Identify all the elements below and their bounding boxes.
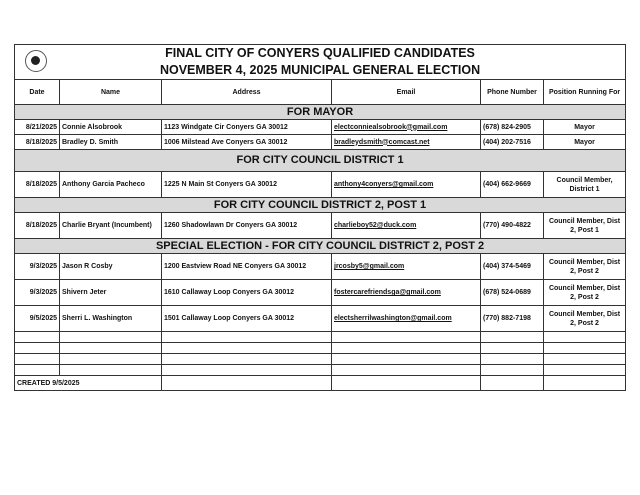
date-cell: 8/18/2025 <box>15 213 60 239</box>
date-cell: 9/3/2025 <box>15 254 60 280</box>
date-cell: 8/18/2025 <box>15 172 60 198</box>
email-link[interactable]: charlieboy52@duck.com <box>334 222 417 229</box>
address-cell: 1260 Shadowlawn Dr Conyers GA 30012 <box>162 213 332 239</box>
phone-cell: (404) 662-9669 <box>481 172 544 198</box>
date-cell: 8/18/2025 <box>15 135 60 150</box>
email-cell <box>332 280 481 306</box>
table-row <box>15 306 626 332</box>
phone-cell: (404) 374-5469 <box>481 254 544 280</box>
name-cell: Connie Alsobrook <box>60 120 162 135</box>
section-title: FOR MAYOR <box>15 105 626 120</box>
name-cell: Bradley D. Smith <box>60 135 162 150</box>
empty-row <box>15 365 626 376</box>
city-seal-icon <box>25 50 47 72</box>
title-line-1: FINAL CITY OF CONYERS QUALIFIED CANDIDATES <box>165 46 475 60</box>
name-cell: Anthony Garcia Pacheco <box>60 172 162 198</box>
address-cell: 1225 N Main St Conyers GA 30012 <box>162 172 332 198</box>
section-title: FOR CITY COUNCIL DISTRICT 1 <box>15 150 626 172</box>
created-date: CREATED 9/5/2025 <box>15 376 162 391</box>
email-cell <box>332 172 481 198</box>
title-line-2: NOVEMBER 4, 2025 MUNICIPAL GENERAL ELECTION <box>159 63 481 77</box>
position-cell: Council Member, District 1 <box>544 172 626 198</box>
address-cell: 1006 Milstead Ave Conyers GA 30012 <box>162 135 332 150</box>
email-link[interactable]: electconniealsobrook@gmail.com <box>334 123 448 131</box>
email-link[interactable]: anthony4conyers@gmail.com <box>334 181 434 188</box>
phone-cell: (678) 824-2905 <box>481 120 544 135</box>
email-cell <box>332 135 481 150</box>
empty-row <box>15 343 626 354</box>
section-header <box>15 239 626 254</box>
phone-cell: (770) 490-4822 <box>481 213 544 239</box>
header-address: Address <box>162 80 332 105</box>
candidates-table <box>14 44 626 391</box>
table-row <box>15 213 626 239</box>
header-email: Email <box>332 80 481 105</box>
phone-cell: (770) 882-7198 <box>481 306 544 332</box>
email-link[interactable]: electsherrilwashington@gmail.com <box>334 315 452 322</box>
table-row <box>15 172 626 198</box>
table-row <box>15 254 626 280</box>
table-row <box>15 135 626 150</box>
section-header <box>15 105 626 120</box>
document-title <box>15 45 626 80</box>
header-name: Name <box>60 80 162 105</box>
position-cell: Mayor <box>544 120 626 135</box>
email-link[interactable]: jrcosby5@gmail.com <box>334 263 405 270</box>
header-position: Position Running For <box>544 80 626 105</box>
position-cell: Mayor <box>544 135 626 150</box>
email-cell <box>332 306 481 332</box>
table-row <box>15 280 626 306</box>
name-cell: Sherri L. Washington <box>60 306 162 332</box>
address-cell: 1123 Windgate Cir Conyers GA 30012 <box>162 120 332 135</box>
table-row <box>15 120 626 135</box>
date-cell: 9/5/2025 <box>15 306 60 332</box>
email-link[interactable]: fostercarefriendsga@gmail.com <box>334 289 441 296</box>
section-header <box>15 198 626 213</box>
section-title: SPECIAL ELECTION - FOR CITY COUNCIL DISTRICT 2, POST 2 <box>15 239 626 254</box>
position-cell: Council Member, Dist 2, Post 2 <box>544 280 626 306</box>
address-cell: 1200 Eastview Road NE Conyers GA 30012 <box>162 254 332 280</box>
name-cell: Jason R Cosby <box>60 254 162 280</box>
section-title: FOR CITY COUNCIL DISTRICT 2, POST 1 <box>15 198 626 213</box>
date-cell: 9/3/2025 <box>15 280 60 306</box>
phone-cell: (678) 524-0689 <box>481 280 544 306</box>
date-cell: 8/21/2025 <box>15 120 60 135</box>
address-cell: 1610 Callaway Loop Conyers GA 30012 <box>162 280 332 306</box>
header-row <box>15 80 626 105</box>
empty-row <box>15 354 626 365</box>
position-cell: Council Member, Dist 2, Post 2 <box>544 306 626 332</box>
header-phone: Phone Number <box>481 80 544 105</box>
position-cell: Council Member, Dist 2, Post 2 <box>544 254 626 280</box>
email-cell <box>332 254 481 280</box>
phone-cell: (404) 202-7516 <box>481 135 544 150</box>
name-cell: Shivern Jeter <box>60 280 162 306</box>
email-link[interactable]: bradleydsmith@comcast.net <box>334 138 430 146</box>
header-date: Date <box>15 80 60 105</box>
position-cell: Council Member, Dist 2, Post 1 <box>544 213 626 239</box>
address-cell: 1501 Callaway Loop Conyers GA 30012 <box>162 306 332 332</box>
email-cell <box>332 213 481 239</box>
section-header <box>15 150 626 172</box>
footer-row <box>15 376 626 391</box>
empty-row <box>15 332 626 343</box>
name-cell: Charlie Bryant (Incumbent) <box>60 213 162 239</box>
email-cell <box>332 120 481 135</box>
